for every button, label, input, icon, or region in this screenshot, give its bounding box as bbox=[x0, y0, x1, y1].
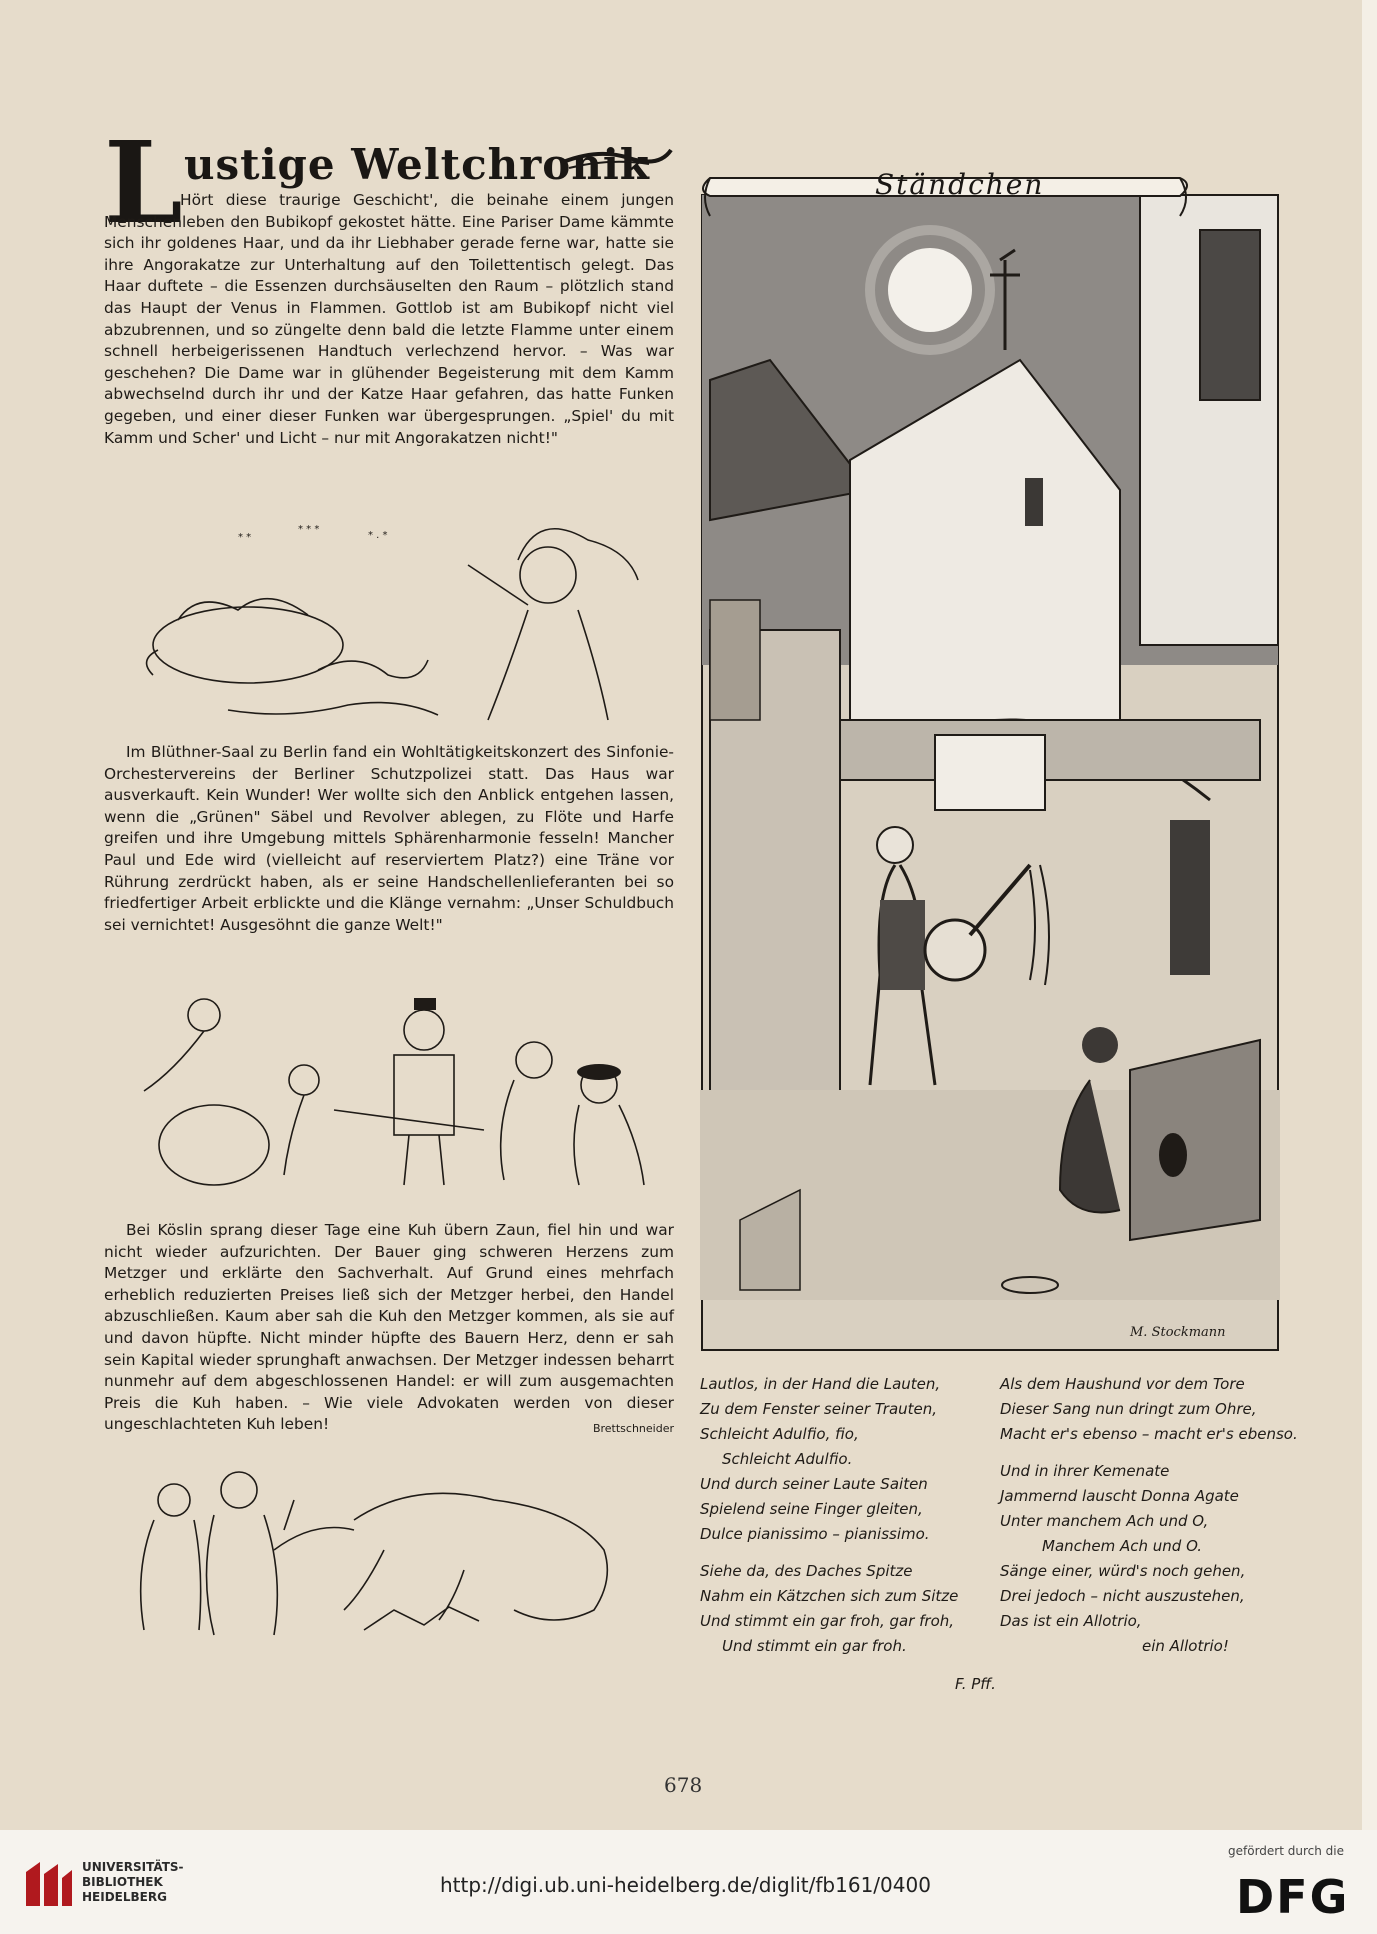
serenade-illustration bbox=[700, 160, 1280, 1360]
poem-line: Jammernd lauscht Donna Agate bbox=[1000, 1487, 1239, 1505]
poem-line: Macht er's ebenso – macht er's ebenso. bbox=[1000, 1425, 1298, 1443]
illustration-police-orchestra bbox=[104, 980, 664, 1195]
poem-line: Nahm ein Kätzchen sich zum Sitze bbox=[700, 1587, 959, 1605]
permalink-url[interactable]: http://digi.ub.uni-heidelberg.de/diglit/fb161/0400 bbox=[440, 1873, 931, 1897]
author-signature: Brettschneider bbox=[592, 1422, 674, 1436]
artist-signature: M. Stockmann bbox=[1130, 1325, 1226, 1340]
poem-line: Dieser Sang nun dringt zum Ohre, bbox=[1000, 1400, 1257, 1418]
poem-left-column bbox=[700, 1372, 990, 1659]
university-library-name bbox=[82, 1860, 184, 1905]
poem-line: Das ist ein Allotrio, bbox=[1000, 1612, 1142, 1630]
title-initial: L bbox=[104, 118, 183, 249]
poem-line: Unter manchem Ach und O, bbox=[1000, 1512, 1209, 1530]
poem-line: Siehe da, des Daches Spitze bbox=[700, 1562, 913, 1580]
university-library-logo-icon bbox=[20, 1856, 76, 1912]
illustration-lady-with-cat bbox=[118, 520, 658, 730]
svg-text:* . *: * . * bbox=[368, 530, 388, 541]
poem-line: ein Allotrio! bbox=[1142, 1637, 1229, 1655]
poem-line: Dulce pianissimo – pianissimo. bbox=[700, 1525, 930, 1543]
poem-line: Spielend seine Finger gleiten, bbox=[700, 1500, 923, 1518]
poem-author: F. Pff. bbox=[955, 1675, 996, 1693]
poem-line: Schleicht Adulfio, fio, bbox=[700, 1425, 859, 1443]
svg-text:* *: * * bbox=[238, 532, 252, 543]
poem-line: Lautlos, in der Hand die Lauten, bbox=[700, 1375, 941, 1393]
library-line-1: UNIVERSITÄTS- bbox=[82, 1860, 184, 1874]
poem-line: Und stimmt ein gar froh. bbox=[722, 1637, 907, 1655]
poem-line: Drei jedoch – nicht auszustehen, bbox=[1000, 1587, 1245, 1605]
article-column bbox=[104, 118, 674, 1436]
poem-line: Sänge einer, würd's noch gehen, bbox=[1000, 1562, 1246, 1580]
library-line-2: BIBLIOTHEK bbox=[82, 1875, 163, 1889]
poem-line: Schleicht Adulfio. bbox=[722, 1450, 853, 1468]
poem-right-column bbox=[1000, 1372, 1298, 1659]
poem-line: Und in ihrer Kemenate bbox=[1000, 1462, 1170, 1480]
poem-line: Als dem Haushund vor dem Tore bbox=[1000, 1375, 1245, 1393]
title-text: ustige Weltchronik bbox=[184, 140, 650, 189]
poem-line: Manchem Ach und O. bbox=[1042, 1537, 1203, 1555]
banner-title: Ständchen bbox=[875, 168, 1045, 201]
paragraph-cow-koeslin bbox=[104, 1220, 674, 1440]
paragraph-police-concert: Im Blüthner-Saal zu Berlin fand ein Wohltätigkeitskonzert des Sinfonie-Orchestervereins der Berliner Schutzpolizei statt. Das Haus war ausverkauft. Kein Wunder! Wer wollte sich den Anblick entgehen lassen, wenn die „Grünen" Säbel und Revolver ablegen, zu Flöte und Harfe greifen und ihre Umgebung mittels Sphärenharmonie fesseln! Mancher Paul und Ede wird (vielleicht auf reserviertem Platz?) eine Träne vor Rührung zerdrückt haben, als er seine Handschellenlieferanten bei so friedfertiger Arbeit erblickte und die Klänge vernahm: „Unser Schuldbuch sei vernichtet! Ausgesöhnt die ganze Welt!" bbox=[104, 743, 674, 934]
poem-line: Und durch seiner Laute Saiten bbox=[700, 1475, 928, 1493]
paragraph-angora-cat: Hört diese traurige Geschicht', die beinahe einem jungen Menschenleben den Bubikopf gekostet hätte. Eine Pariser Dame kämmte sich ihr goldenes Haar, und da ihr Liebhaber gerade ferne war, hatte sie ihre Angorakatze zur Unterhaltung auf den Toilettentisch gelegt. Das Haar duftete – die Essenzen durchsäuselten den Raum – plötzlich stand das Haupt der Venus in Flammen. Gottlob ist am Bubikopf nicht viel abzubrennen, und so züngelte denn bald die letzte Flamme unter einem schnell herbeigerissenen Handtuch verlechzend hervor. – Was war geschehen? Die Dame war in glühender Begeisterung mit dem Kamm abwechselnd durch ihr und der Katze Haar gefahren, das hatte Funken gegeben, und einer dieser Funken war übergesprungen. „Spiel' du mit Kamm und Scher' und Licht – nur mit Angorakatzen nicht!" bbox=[104, 191, 674, 447]
poem-line: Und stimmt ein gar froh, gar froh, bbox=[700, 1612, 955, 1630]
page-number: 678 bbox=[664, 1773, 703, 1797]
page-edge bbox=[1362, 0, 1377, 1830]
funding-label: gefördert durch die bbox=[1228, 1844, 1344, 1858]
viewer-footer bbox=[0, 1830, 1377, 1934]
title-flourish-ornament bbox=[559, 144, 674, 174]
illustration-butcher-and-cow bbox=[104, 1460, 664, 1650]
dfg-logo[interactable]: DFG bbox=[1236, 1870, 1350, 1924]
svg-text:* * *: * * * bbox=[298, 524, 320, 535]
library-line-3: HEIDELBERG bbox=[82, 1890, 167, 1904]
poem-line: Zu dem Fenster seiner Trauten, bbox=[700, 1400, 938, 1418]
paragraph-cow-text: Bei Köslin sprang dieser Tage eine Kuh übern Zaun, fiel hin und war nicht wieder aufzurichten. Der Bauer ging schweren Herzens zum Metzger und erklärte den Sachverhalt. Auf Grund eines mehrfach erheblich reduzierten Preises ließ sich der Metzger herbei, den Handel abzuschließen. Kaum aber sah die Kuh den Metzger kommen, als sie auf und davon hüpfte. Nicht minder hüpfte des Bauern Herz, denn er sah sein Kapital wieder sprunghaft anwachsen. Der Metzger indessen beharrt nunmehr auf dem abgeschlossenen Handel: er will zum ausgemachten Preis die Kuh haben. – Wie viele Advokaten werden von dieser ungeschlachteten Kuh leben! bbox=[104, 1221, 674, 1434]
